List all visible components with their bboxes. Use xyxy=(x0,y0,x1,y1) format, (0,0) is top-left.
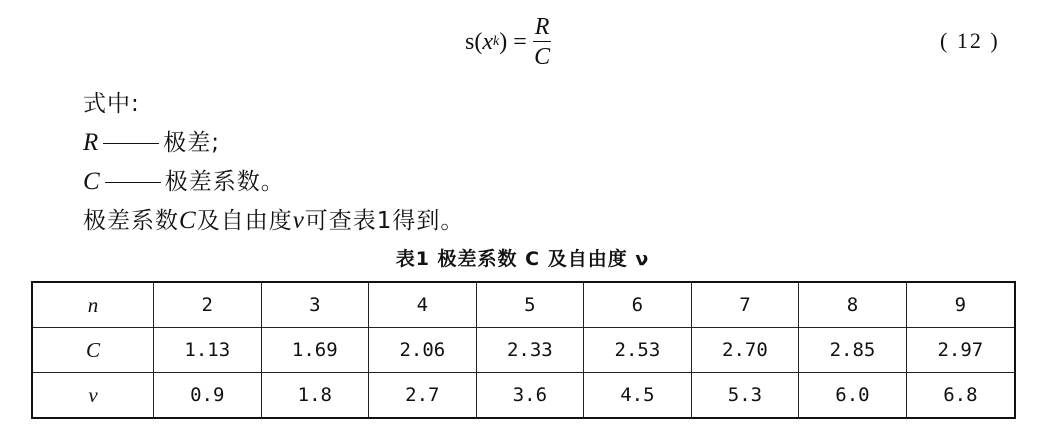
table-cell: 6 xyxy=(584,282,692,328)
table-cell: 8 xyxy=(799,282,907,328)
formula-equals: = xyxy=(513,28,527,55)
table-cell: 9 xyxy=(906,282,1015,328)
table-row xyxy=(32,328,1015,373)
equation-number: ( 12 ) xyxy=(940,28,1000,53)
formula-fraction xyxy=(533,15,552,69)
where-label: 式中: xyxy=(83,91,140,117)
where-line xyxy=(83,85,140,118)
formula-denominator: C xyxy=(534,44,551,70)
table-row xyxy=(32,282,1015,328)
table-cell: 5.3 xyxy=(691,373,799,419)
row-label: C xyxy=(32,328,154,373)
table-cell: 4 xyxy=(369,282,477,328)
table-cell: 3 xyxy=(261,282,369,328)
definition-r-text: 极差; xyxy=(163,130,221,156)
table-cell: 2 xyxy=(154,282,262,328)
table-cell: 2.85 xyxy=(799,328,907,373)
ref-text-1: 极差系数 xyxy=(83,208,179,234)
table-cell: 3.6 xyxy=(476,373,584,419)
table-cell: 6.8 xyxy=(906,373,1015,419)
table-row xyxy=(32,373,1015,419)
table-cell: 2.70 xyxy=(691,328,799,373)
table-cell: 2.97 xyxy=(906,328,1015,373)
table-cell: 4.5 xyxy=(584,373,692,419)
table-cell: 6.0 xyxy=(799,373,907,419)
ref-text-2: 及自由度 xyxy=(196,208,293,234)
table-cell: 1.69 xyxy=(261,328,369,373)
ref-text-3: 可查表1得到。 xyxy=(304,208,465,234)
table-cell: 2.06 xyxy=(369,328,477,373)
definition-c-text: 极差系数。 xyxy=(164,169,285,195)
formula-variable: x xyxy=(482,28,493,55)
coefficient-table xyxy=(31,281,1016,419)
ref-symbol-c: C xyxy=(179,207,197,234)
table-cell: 7 xyxy=(691,282,799,328)
definition-c xyxy=(83,163,285,196)
definition-c-symbol: C xyxy=(83,168,101,195)
table-cell: 1.13 xyxy=(154,328,262,373)
ref-symbol-nu: ν xyxy=(292,207,305,234)
formula xyxy=(465,12,551,72)
table-reference-line xyxy=(83,202,464,235)
formula-lhs: s( xyxy=(465,28,483,55)
table-cell: 2.33 xyxy=(476,328,584,373)
em-dash xyxy=(103,143,159,144)
table-cell: 5 xyxy=(476,282,584,328)
table-cell: 2.53 xyxy=(584,328,692,373)
formula-numerator: R xyxy=(534,14,550,40)
definition-r-symbol: R xyxy=(83,129,100,156)
em-dash xyxy=(105,182,161,183)
table-cell: 2.7 xyxy=(369,373,477,419)
definition-r xyxy=(83,124,220,157)
table-cell: 0.9 xyxy=(154,373,262,419)
table-caption: 表1 极差系数 C 及自由度 ν xyxy=(395,248,650,270)
row-label: n xyxy=(32,282,154,328)
table-cell: 1.8 xyxy=(261,373,369,419)
row-label: ν xyxy=(32,373,154,419)
formula-close-paren: ) xyxy=(499,28,508,55)
formula-subscript: k xyxy=(493,34,500,49)
